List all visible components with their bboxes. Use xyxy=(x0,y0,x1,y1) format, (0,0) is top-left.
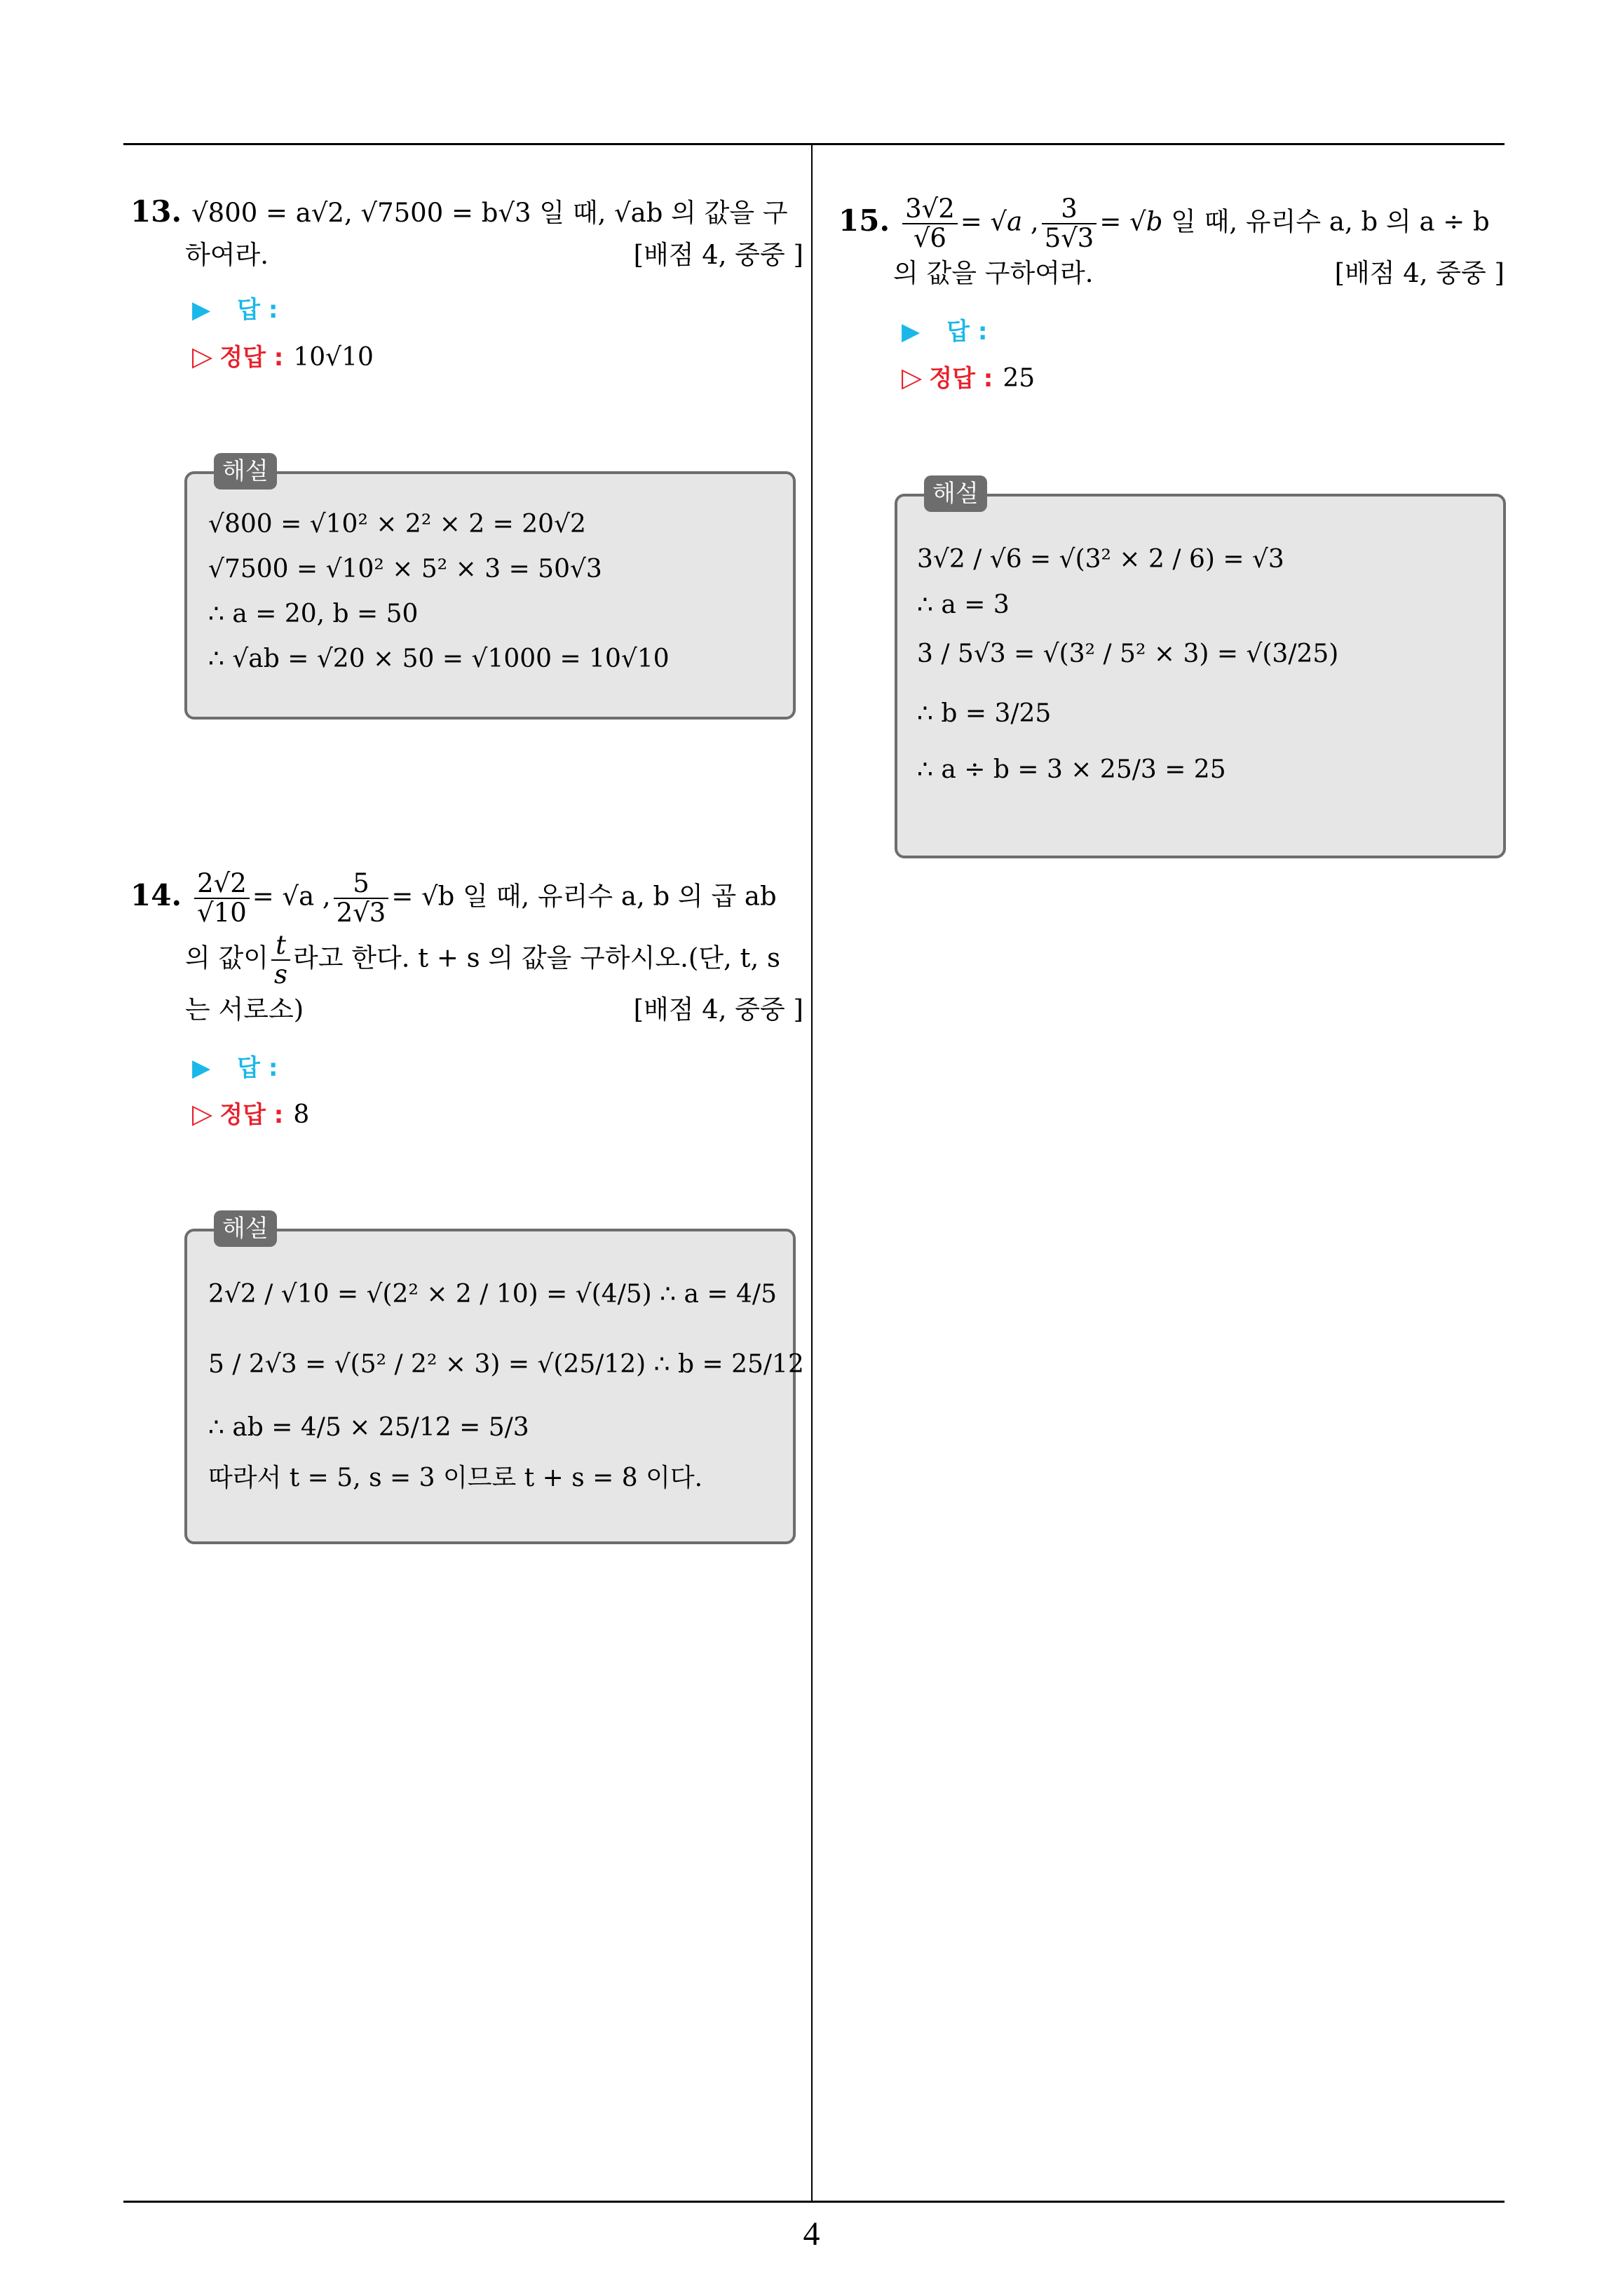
explanation-line: 3 / 5√3 = √(3² / 5² × 3) = √(3/25) xyxy=(917,640,1339,668)
explanation-tag: 해설 xyxy=(214,453,277,489)
fraction: $\frac{3√2}{√6}$ xyxy=(902,195,958,252)
problem-15-stem-line-2: 의 값을 구하여라. xyxy=(893,258,1094,288)
problem-13-correct-row xyxy=(192,338,374,372)
explanation-line: √800 = √10² × 2² × 2 = 20√2 xyxy=(208,510,586,539)
correct-value: 8 xyxy=(293,1100,310,1129)
problem-14 xyxy=(130,870,803,1031)
correct-label: 정답 : xyxy=(929,365,993,393)
answer-arrow-icon: ▶ xyxy=(902,318,921,346)
problem-15-score: [배점 4, 중중 ] xyxy=(1334,258,1505,288)
problem-15-stem-line-1-tail: 일 때, 유리수 a, b 의 a ÷ b xyxy=(1171,206,1490,237)
top-rule xyxy=(123,143,1505,145)
problem-14-line-2 xyxy=(130,931,803,989)
stem-text: = √b 일 때, 유리수 a, b 의 곱 ab xyxy=(391,881,777,912)
problem-15-line-1: 15. $\frac{3√2}{√6}$ = √a , $\frac{3}{5√3}$ = √b 일 때, 유리수 a, b 의 a ÷ b xyxy=(838,194,1490,253)
explanation-line: ∴ b = 3/25 xyxy=(917,699,1052,728)
bottom-rule xyxy=(123,2201,1505,2203)
problem-15-explanation-box xyxy=(895,480,1506,858)
correct-label: 정답 : xyxy=(219,1101,284,1129)
explanation-line: 따라서 t = 5, s = 3 이므로 t + s = 8 이다. xyxy=(208,1464,703,1492)
problem-13 xyxy=(130,191,803,276)
explanation-lines xyxy=(208,502,670,682)
answer-arrow-icon: ▶ xyxy=(192,1054,211,1082)
problem-14-correct-row xyxy=(192,1095,309,1130)
problem-13-stem-line-1: √800 = a√2, √7500 = b√3 일 때, √ab 의 값을 구 xyxy=(191,198,788,228)
stem-text: 의 값이 xyxy=(185,943,269,973)
problem-15-answer-row[interactable] xyxy=(902,312,987,346)
problem-14-score: [배점 4, 중중 ] xyxy=(633,994,803,1025)
explanation-line: ∴ a = 20, b = 50 xyxy=(208,600,419,628)
correct-arrow-icon: ▷ xyxy=(192,341,213,372)
problem-14-number: 14. xyxy=(130,877,182,912)
stem-text: 라고 한다. t + s 의 값을 구하시오.(단, t, s xyxy=(293,943,780,973)
problem-14-explanation-box xyxy=(184,1215,804,1544)
problem-14-stem-line-3: 는 서로소) xyxy=(185,994,304,1025)
answer-label: 답 : xyxy=(946,318,988,346)
problem-15 xyxy=(838,195,1505,295)
correct-label: 정답 : xyxy=(219,344,284,372)
page-number: 4 xyxy=(803,2215,820,2253)
explanation-line: ∴ a ÷ b = 3 × 25/3 = 25 xyxy=(917,755,1226,784)
answer-label: 답 : xyxy=(237,296,278,324)
problem-13-number: 13. xyxy=(130,194,182,229)
column-divider xyxy=(811,143,813,2202)
fraction: $\frac{t}{s}$ xyxy=(271,931,290,989)
fraction: $\frac{2√2}{√10}$ xyxy=(194,870,250,927)
explanation-line: √7500 = √10² × 5² × 3 = 50√3 xyxy=(208,555,602,583)
problem-14-line-1 xyxy=(130,870,803,927)
problem-13-stem-line-2: 하여라. xyxy=(185,240,269,270)
explanation-line: ∴ √ab = √20 × 50 = √1000 = 10√10 xyxy=(208,644,670,673)
problem-14-line-3 xyxy=(130,989,803,1031)
problem-13-line-2 xyxy=(130,234,803,276)
problem-15-correct-row xyxy=(902,359,1035,393)
explanation-tag: 해설 xyxy=(214,1210,277,1247)
correct-value: 10√10 xyxy=(293,343,374,372)
answer-arrow-icon: ▶ xyxy=(192,296,211,324)
problem-13-line-1 xyxy=(130,191,803,234)
explanation-line: 5 / 2√3 = √(5² / 2² × 3) = √(25/12) ∴ b = 25/12 xyxy=(208,1350,804,1379)
explanation-line: ∴ a = 3 xyxy=(917,590,1010,619)
explanation-lines xyxy=(917,532,1338,798)
correct-arrow-icon: ▷ xyxy=(902,362,923,393)
correct-arrow-icon: ▷ xyxy=(192,1098,213,1129)
explanation-line: 2√2 / √10 = √(2² × 2 / 10) = √(4/5) ∴ a = 4/5 xyxy=(208,1280,777,1309)
correct-value: 25 xyxy=(1003,364,1035,393)
problem-13-answer-row[interactable] xyxy=(192,290,278,325)
explanation-line: ∴ ab = 4/5 × 25/12 = 5/3 xyxy=(208,1413,529,1442)
problem-13-score: [배점 4, 중중 ] xyxy=(633,240,803,270)
problem-15-number: 15. xyxy=(838,203,890,238)
fraction: $\frac{3}{5√3}$ xyxy=(1042,195,1097,252)
explanation-line: 3√2 / √6 = √(3² × 2 / 6) = √3 xyxy=(917,545,1284,574)
problem-15-line-2 xyxy=(838,252,1505,295)
fraction: $\frac{5}{2√3}$ xyxy=(334,870,389,927)
stem-text: = √a , xyxy=(252,881,331,912)
answer-label: 답 : xyxy=(237,1054,278,1082)
problem-13-explanation-box xyxy=(184,457,796,720)
explanation-lines xyxy=(208,1260,804,1501)
problem-14-answer-row[interactable] xyxy=(192,1048,278,1083)
explanation-tag: 해설 xyxy=(924,475,987,512)
